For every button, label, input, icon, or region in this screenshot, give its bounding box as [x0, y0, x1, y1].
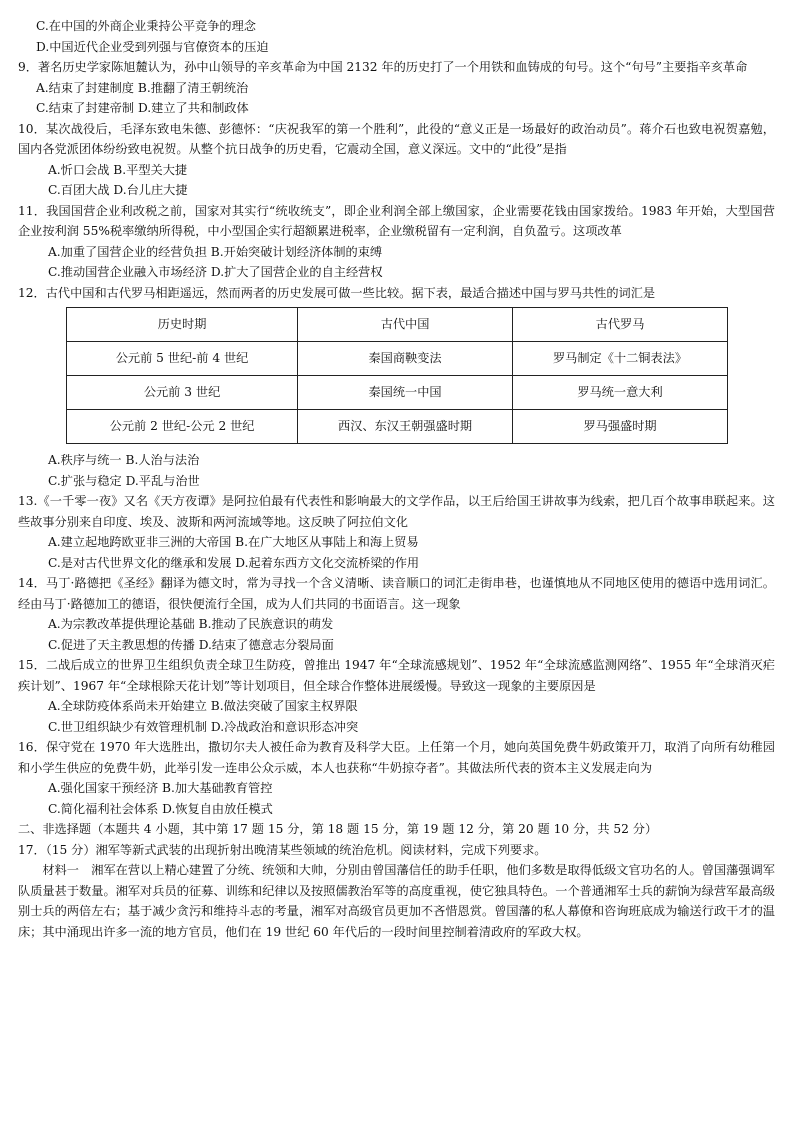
table-cell: 公元前 3 世纪 — [67, 376, 298, 410]
exam-content — [18, 16, 775, 942]
q16-options-ab: A.强化国家干预经济 B.加大基础教育管控 — [48, 781, 273, 795]
q11-stem: 11．我国国营企业利改税之前，国家对其实行“统收统支”，即企业利润全部上缴国家，企业需要花钱由国家拨给。1983 年开始，大型国营企业按利润 55%税率缴纳所得税，中小型国企实行超额累进税率，企业缴税留有一定利润，自负盈亏。这项改革 — [18, 203, 775, 238]
q16-stem: 16．保守党在 1970 年大选胜出，撒切尔夫人被任命为教育及科学大臣。上任第一个月，她向英国免费牛奶政策开刀，取消了向所有幼稚园和小学生供应的免费牛奶，此举引发一连串公众示威，本人也获称“牛奶掠夺者”。其做法所代表的资本主义发展走向为 — [18, 740, 775, 775]
q15-options-ab: A.全球防疫体系尚未开始建立 B.做法突破了国家主权界限 — [48, 699, 358, 713]
table-cell: 罗马统一意大利 — [513, 376, 728, 410]
section-title-non-choice: 二、非选择题（本题共 4 小题，其中第 17 题 15 分，第 18 题 15 分，第 19 题 12 分，第 20 题 10 分，共 52 分） — [18, 822, 658, 836]
table-cell: 秦国统一中国 — [298, 376, 513, 410]
table-row — [67, 410, 728, 444]
q15-stem: 15．二战后成立的世界卫生组织负责全球卫生防疫，曾推出 1947 年“全球流感规划”、1952 年“全球流感监测网络”、1955 年“全球消灭疟疾计划”、1967 年“全球根除天花计划”等计划项目，但全球合作整体进展缓慢。导致这一现象的主要原因是 — [18, 658, 775, 693]
q8-option-c: C.在中国的外商企业秉持公平竞争的理念 — [36, 19, 256, 33]
q9-options-ab: A.结束了封建制度 B.推翻了清王朝统治 — [36, 80, 249, 95]
table-cell: 罗马制定《十二铜表法》 — [513, 342, 728, 376]
q9-options-cd: C.结束了封建帝制 D.建立了共和制政体 — [36, 101, 249, 115]
table-header-cell: 古代中国 — [298, 308, 513, 342]
q11-options-cd: C.推动国营企业融入市场经济 D.扩大了国营企业的自主经营权 — [48, 265, 383, 279]
table-header-cell: 历史时期 — [67, 308, 298, 342]
q9-stem: 9．著名历史学家陈旭麓认为，孙中山领导的辛亥革命为中国 2132 年的历史打了一个用铁和血铸成的句号。这个“句号”主要指辛亥革命 — [18, 60, 748, 74]
q12-stem: 12．古代中国和古代罗马相距遥远，然而两者的历史发展可做一些比较。据下表，最适合描述中国与罗马共性的词汇是 — [18, 285, 656, 300]
q8-option-d: D.中国近代企业受到列强与官僚资本的压迫 — [36, 39, 269, 54]
q14-options-ab: A.为宗教改革提供理论基础 B.推动了民族意识的萌发 — [48, 617, 334, 631]
table-row — [67, 376, 728, 410]
q12-options-ab: A.秩序与统一 B.人治与法治 — [48, 453, 200, 467]
table-row — [67, 342, 728, 376]
q13-options-cd: C.是对古代世界文化的继承和发展 D.起着东西方文化交流桥梁的作用 — [48, 555, 420, 570]
q10-options-ab: A.忻口会战 B.平型关大捷 — [48, 162, 188, 177]
q11-options-ab: A.加重了国营企业的经营负担 B.开始突破计划经济体制的束缚 — [48, 244, 383, 259]
q14-options-cd: C.促进了天主教思想的传播 D.结束了德意志分裂局面 — [48, 637, 334, 652]
table-cell: 公元前 5 世纪-前 4 世纪 — [67, 342, 298, 376]
q16-options-cd: C.简化福利社会体系 D.恢复自由放任模式 — [48, 801, 273, 816]
q15-options-cd: C.世卫组织缺少有效管理机制 D.冷战政治和意识形态冲突 — [48, 719, 359, 734]
q10-options-cd: C.百团大战 D.台儿庄大捷 — [48, 183, 188, 197]
q13-stem: 13.《一千零一夜》又名《天方夜谭》是阿拉伯最有代表性和影响最大的文学作品，以王后给国王讲故事为线索，把几百个故事串联起来。这些故事分别来自印度、埃及、波斯和两河流域等地。这反映了阿拉伯文化 — [18, 494, 775, 529]
history-comparison-table — [66, 307, 728, 444]
table-cell: 罗马强盛时期 — [513, 410, 728, 444]
table-header-row — [67, 308, 728, 342]
q10-stem: 10．某次战役后，毛泽东致电朱德、彭德怀：“庆祝我军的第一个胜利”，此役的“意义正是一场最好的政治动员”。蒋介石也致电祝贺嘉勉，国内各党派团体纷纷致电祝贺。从整个抗日战争的历史看，它震动全国，意义深远。文中的“此役”是指 — [18, 121, 775, 156]
table-cell: 西汉、东汉王朝强盛时期 — [298, 410, 513, 444]
table-header-cell: 古代罗马 — [513, 308, 728, 342]
q17-material-1: 材料一 湘军在营以上精心建置了分统、统领和大帅，分别由曾国藩信任的助手任职，他们多数是取得低级文官功名的人。曾国藩强调军队质量甚于数量。湘军对兵员的征募、训练和纪律以及按照儒教治军等的高度重视，使它独具特色。一个普通湘军士兵的薪饷为绿营军最高级别士兵的两倍左右；基于减少贪污和维持斗志的考量，湘军对高级官员更加不吝惜恩赏。曾国藩的私人幕僚和咨询班底成为输送行政干才的温床；其中涌现出许多一流的地方官员，他们在 19 世纪 60 年代后的一段时间里控制着清政府的军政大权。 — [18, 863, 775, 939]
q13-options-ab: A.建立起地跨欧亚非三洲的大帝国 B.在广大地区从事陆上和海上贸易 — [48, 535, 419, 549]
q17-stem: 17．（15 分）湘军等新式武装的出现折射出晚清某些领域的统治危机。阅读材料，完成下列要求。 — [18, 842, 547, 857]
q12-options-cd: C.扩张与稳定 D.平乱与治世 — [48, 473, 200, 488]
table-cell: 秦国商鞅变法 — [298, 342, 513, 376]
q14-stem: 14．马丁·路德把《圣经》翻译为德文时，常为寻找一个含义清晰、读音顺口的词汇走街串巷，也谨慎地从不同地区使用的德语中选用词汇。经由马丁·路德加工的德语，很快便流行全国，成为人们共同的书面语言。这一现象 — [18, 576, 775, 611]
table-cell: 公元前 2 世纪-公元 2 世纪 — [67, 410, 298, 444]
